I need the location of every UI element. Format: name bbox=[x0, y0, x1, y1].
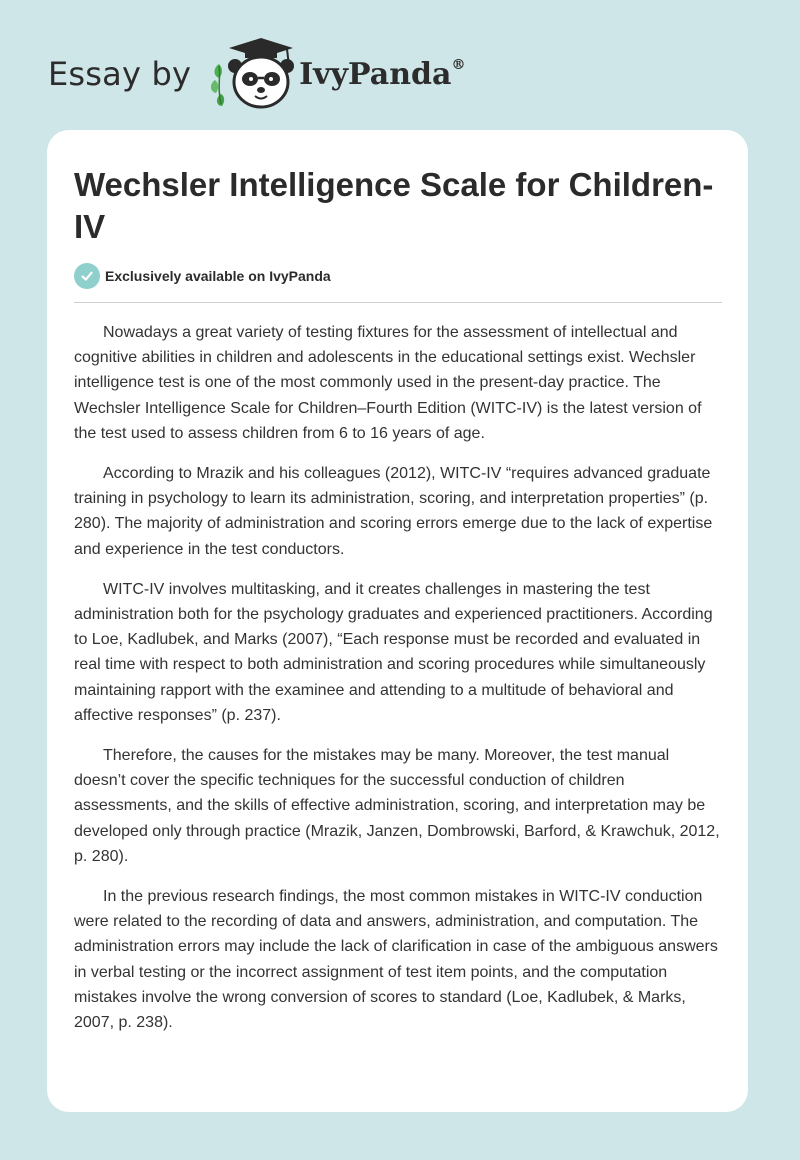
paragraph: According to Mrazik and his colleagues (2012), WITC-IV “requires advanced graduate training in psychology to learn its administration, scoring, and interpretation properties” (p. 280). The majority of administration and scoring errors emerge due to the lack of expertise and experience in the test conductors. bbox=[74, 465, 713, 558]
brand-name[interactable]: IvyPanda® bbox=[299, 56, 466, 92]
paragraph: In the previous research findings, the most common mistakes in WITC-IV conduction were related to the recording of data and answers, administration, and computation. The administration errors may include the lack of clarification in case of the ambiguous answers in verbal testing or the incorrect assignment of test item points, and the computation mistakes involve the wrong conversion of scores to standard (Loe, Kadlubek, & Marks, 2007, p. 238). bbox=[74, 888, 718, 1032]
essay-card bbox=[47, 130, 748, 1112]
paragraph: Therefore, the causes for the mistakes may be many. Moreover, the test manual doesn’t cover the specific techniques for the successful conduction of children assessments, and the skills of effective administration, scoring, and interpretation may be developed only through practice (Mrazik, Janzen, Dombrowski, Barford, & Krawchuk, 2012, p. 280). bbox=[74, 747, 720, 865]
paragraph: Nowadays a great variety of testing fixtures for the assessment of intellectual and cognitive abilities in children and adolescents in the educational settings exist. Wechsler intelligence test is one of the most commonly used in the present-day practice. The Wechsler Intelligence Scale for Children–Fourth Edition (WITC-IV) is the latest version of the test used to assess children from 6 to 16 years of age. bbox=[74, 324, 702, 442]
ivy-leaf-icon bbox=[211, 64, 224, 106]
divider bbox=[74, 302, 722, 303]
site-header bbox=[48, 36, 465, 112]
paragraph: WITC-IV involves multitasking, and it creates challenges in mastering the test administration both for the psychology graduates and experienced practitioners. According to Loe, Kadlubek, and Marks (2007), “Each response must be recorded and evaluated in real time with respect to both administration and scoring procedures while simultaneously maintaining rapport with the examinee and attending to a multitude of behavioral and affective responses” (p. 237). bbox=[74, 580, 713, 724]
badge-text: Exclusively available on IvyPanda bbox=[105, 268, 331, 284]
essay-body bbox=[74, 320, 724, 1050]
registered-mark: ® bbox=[451, 56, 466, 73]
essay-by-label: Essay by bbox=[48, 55, 192, 93]
essay-title: Wechsler Intelligence Scale for Children-IV bbox=[74, 166, 714, 245]
check-icon bbox=[74, 263, 100, 289]
exclusive-badge bbox=[74, 263, 331, 289]
panda-graduate-icon[interactable] bbox=[205, 36, 295, 112]
